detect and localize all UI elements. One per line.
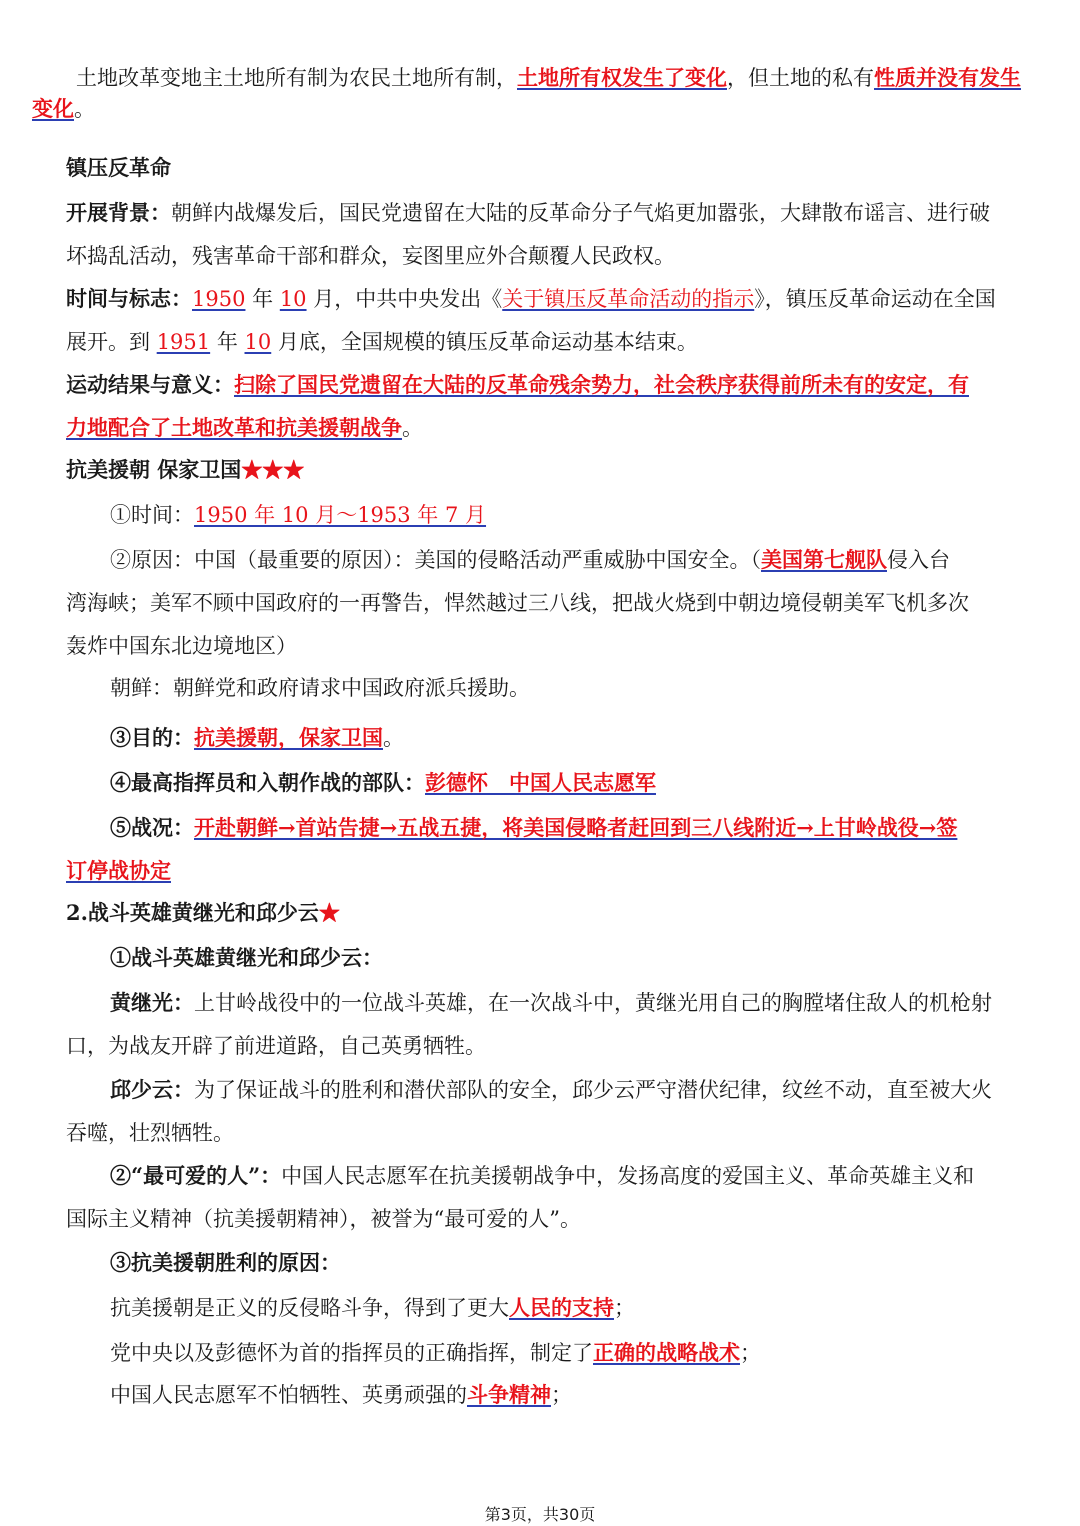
time-marker-line-1: 时间与标志：1950 年 10 月，中共中央发出《关于镇压反革命活动的指示》，镇压反革命运动在全国: [66, 286, 996, 311]
star-icon: ★: [318, 900, 340, 925]
background-line-1: 开展背景：朝鲜内战爆发后，国民党遗留在大陆的反革命分子气焰更加嚣张，大肆散布谣言、进行破: [66, 200, 990, 225]
qiu-line-1: 邱少云：为了保证战斗的胜利和潜伏部队的安全，邱少云严守潜伏纪律，纹丝不动，直至被大火: [110, 1077, 992, 1102]
section-title-suppression: 镇压反革命: [66, 155, 171, 180]
victory-reasons-title: ③抗美援朝胜利的原因：: [110, 1250, 341, 1275]
war-reason-line-2: 湾海峡；美军不顾中国政府的一再警告，悍然越过三八线，把战火烧到中朝边境侵朝美军飞机多次: [66, 591, 969, 615]
war-goal-line: ③目的：抗美援朝，保家卫国。: [110, 725, 404, 750]
huang-line-2: 口，为战友开辟了前进道路，自己英勇牺牲。: [66, 1034, 486, 1058]
heroes-subtitle: ①战斗英雄黄继光和邱少云：: [110, 945, 383, 970]
land-reform-paragraph-cont: 变化。: [32, 96, 95, 121]
section-title-heroes: 2.战斗英雄黄继光和邱少云★: [66, 900, 340, 925]
qiu-line-2: 吞噬，壮烈牺牲。: [66, 1121, 234, 1145]
lovely-line-2: 国际主义精神（抗美援朝精神），被誉为“最可爱的人”。: [66, 1207, 581, 1231]
time-marker-line-2: 展开。到 1951 年 10 月底，全国规模的镇压反革命运动基本结束。: [66, 330, 698, 354]
section-title-korea-war: 抗美援朝 保家卫国★★★: [66, 457, 305, 482]
background-line-2: 坏捣乱活动，残害革命干部和群众，妄图里应外合颠覆人民政权。: [66, 244, 675, 268]
war-reason-line-1: ②原因：中国（最重要的原因）：美国的侵略活动严重威胁中国安全。（美国第七舰队侵入台: [110, 547, 950, 572]
commander-line: ④最高指挥员和入朝作战的部队：彭德怀 中国人民志愿军: [110, 770, 656, 795]
war-status-line-1: ⑤战况：开赴朝鲜→首站告捷→五战五捷，将美国侵略者赶回到三八线附近→上甘岭战役→签: [110, 815, 958, 840]
victory-reason-1: 抗美援朝是正义的反侵略斗争，得到了更大人民的支持；: [110, 1295, 635, 1320]
huang-line-1: 黄继光：上甘岭战役中的一位战斗英雄，在一次战斗中，黄继光用自己的胸膛堵住敌人的机枪射: [110, 990, 992, 1015]
war-time-line: ①时间：1950 年 10 月～1953 年 7 月: [110, 503, 487, 527]
korea-reason-line: 朝鲜：朝鲜党和政府请求中国政府派兵援助。: [110, 676, 530, 700]
three-star-icon: ★★★: [241, 457, 305, 482]
victory-reason-3: 中国人民志愿军不怕牺牲、英勇顽强的斗争精神；: [110, 1382, 572, 1407]
war-reason-line-3: 轰炸中国东北边境地区）: [66, 634, 297, 658]
lovely-line-1: ②“最可爱的人”：中国人民志愿军在抗美援朝战争中，发扬高度的爱国主义、革命英雄主义和: [110, 1163, 975, 1188]
result-line-1: 运动结果与意义：扫除了国民党遗留在大陆的反革命残余势力，社会秩序获得前所未有的安定，有: [66, 372, 969, 397]
page-number-footer: 第3页，共30页: [484, 1505, 596, 1524]
victory-reason-2: 党中央以及彭德怀为首的指挥员的正确指挥，制定了正确的战略战术；: [110, 1340, 761, 1365]
land-reform-paragraph: 土地改革变地主土地所有制为农民土地所有制，土地所有权发生了变化，但土地的私有性质并没有发生: [76, 65, 1021, 90]
result-line-2: 力地配合了土地改革和抗美援朝战争。: [66, 415, 423, 440]
war-status-line-2: 订停战协定: [66, 858, 171, 883]
